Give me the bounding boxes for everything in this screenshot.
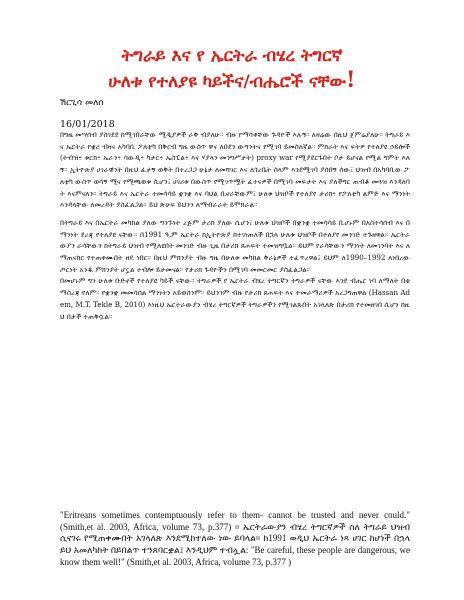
paragraph-1: በግዜ መሣሰብ ያስገደደ ከሚገበራቸው ሚዲያዎች ራቅ ብያለሁ። ብዙ የማሳቀቸው ጉዳዮች እሉኝ። ለዛሬው በዚህ ጀምሬያለሁ። ትግራይ እና ኤርትራ የቋሪ ብዛና አካባቢ ፖለቲካ በቅርብ ግዜ ውስጥ ዋና ለበደን ውግንትና የሚገባ ይመስለኛል። ምክራት እና ፍትዎ የተለያዩ ኃይሎች (ትብዝ፥ ቱርክ፥ ኤራን፥ ሳውዲ፥ ካታር፥ ኤስፔል፥ እና ሃያላን መንግሥታት) proxy war የሚያደርጉበት ቦታ ይሆናል የሚል ግምት እለኝ። ኢትዮጵያ ሀገራዊንት በዚህ ፈታኝ ወቅት በተረጋጋ ሁኔታ ለመሻገር እና ለጎረቤት ሰላም እንደሚገባ ያሰበኝ ሰው፤ ህዝብ በአካባቢው ፖለቲካ ውስጥ ወሳኝ ሚና የሚጫወቱ ሲሆን፤ ሀገሪቱ በውስጥ የሚገጥሟት ፈተናዎች በሚገባ መፍታት እና ያለችግር ጠብቆ መጓዝ እንዳለባት እናምናለን። ትግራይ እና ኤርትራ ተመሳሳይ ቋንቋ እና ባህል ቢኖራቸውም፤ ሁለቱ ህዝቦች የተለያየ ታሪክ፥ የፖለቲካ ልምድ እና ማንነት እንዳላቸው ለመረዳት ያስፈልጋል። ይህ ጽሁፍ ይህንን ለማብራራት ይሞክራል። [60, 130, 410, 210]
title-line-2-text: ሁለቱ የተለያዩ ካይችና/ብሔሮች ናቸው [108, 72, 346, 92]
title-exclamation: ! [345, 67, 356, 93]
paragraph-3: በመሆኑም ግን ሁለቱ ቡድኖች የተለያዩ ካይች ናቸው። ትግራዎች የ ኤርትራ ብሄረ ትግርኛን ትግራዎች ናቸው እንደ ብሔር ነባ ለማለት በቂ ማስረጃ የለም። የቋንቋ መመሳሰል ማንነትን አይወስንም። ይህንንም ብዙ የታሪክ ጸሐፍት እና ተመራማሪዎች አረጋግጠዋል (Hassan Adem, M.T, Tekle B, 2010) እነዚህ ኤርትራውያን ብሄረ ትግርኛዎች ትግራዎችን የሚገልጹበት አገላለጽ በታሪክ የተመዘገበ ሲሆን ከዚህ በታች ተጠቅሷል። [60, 276, 410, 321]
document-title-line-1: ትግራይ እና የ ኤርትራ ብሄረ ትግርኛ [121, 46, 343, 66]
document-title-line-2 [0, 68, 464, 94]
quoted-passage: "Eritreans sometimes contemptuously refer to them- cannot be trusted and never could." (Smith,et al. 2003, Africa, volume 73, p.377) ። ኤርትራውያን ብሄረ ትግርኛዎች ስለ ትግራይ ህዝብ ሲናገሩ የሚጠቀሙበት አገላለጽ እንደሚከተለው ነው ይባላል። ከ1991 ወዲህ ኤርትራ ነጻ ሀገር ከሆነች በኋላ ይህ አመለካከት በይበልጥ ተንጸባርቋል፤ እንዲህም ተብሏል: "Be careful, these people are dangerous, we know them well!" (Smith,et al. 2003, Africa, volume 73, p.377 ) [60, 510, 410, 567]
article-body [60, 129, 410, 322]
author-name: ሽርጊሳ መለሰ [60, 98, 104, 108]
publication-date: 16/01/2018 [60, 119, 115, 130]
paragraph-2: በትግራይ እና በኤርትራ መካከል ያለው ግንኙነት ረጅም ታሪክ ያለው ሲሆን፤ ሁለቱ ህዝቦች በቋንቋ ተመሳሳይ ቢሆኑም በአስተሳሰብ እና በማንነት ደረጃ የተለያዩ ናቸው። በ1991 ዓ.ም ኤርትራ ከኢትዮጵያ ከተገነጠለች በኋላ ሁለቱ ህዝቦች በተለያየ መንገድ ተጉዘዋል። ኤርትራውያን ራሳቸውን ከትግራይ ህዝብ የሚለዩበት መንገድ ብዙ ጊዜ በታሪክ ጸሐፍት ተመዝግቧል። ይህም የራሳቸውን ማንነት ለመገንባት እና ለማጠናከር የተጠቀሙበት ዘዴ ነበር። በዚህ ምክንያት ብዙ ግዜ በሁለቱ መካከል ቅራኔዎች ተፈጥረዋል፤ ይህም ለ1990–1992 ለነበረው ጦርነት አንዱ ምክንያት ሆኗል ተብሎ ይታመናል። የታሪክ ጉዳዮችን በሚገባ መመርመር ያስፈልጋል። [60, 217, 410, 274]
